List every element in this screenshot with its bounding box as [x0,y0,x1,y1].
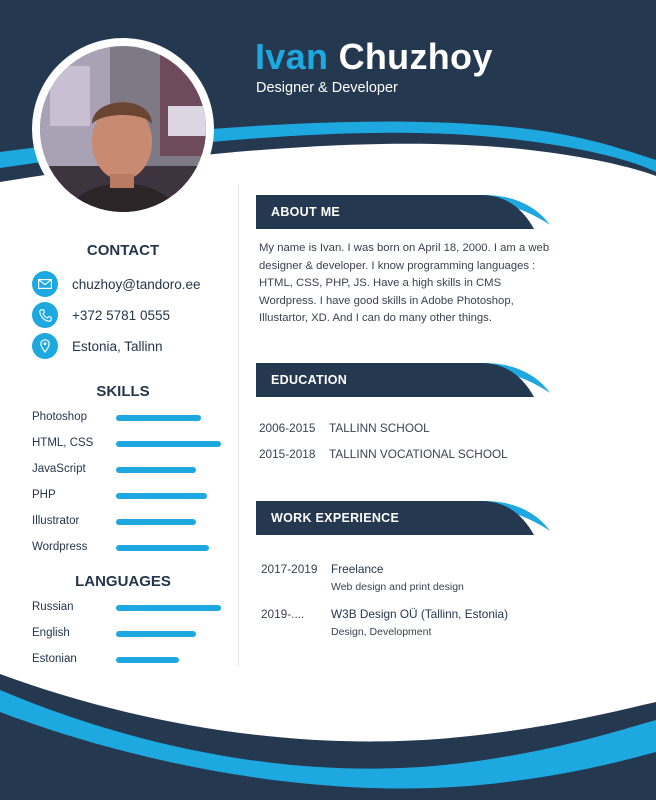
about-title: ABOUT ME [271,205,341,219]
education-school: TALLINN SCHOOL [329,421,430,435]
contact-email[interactable] [32,270,201,298]
work-years: 2019-.... [261,607,305,621]
phone-text: +372 5781 0555 [72,307,170,323]
language-level-bar [116,605,221,611]
work-position: W3B Design OÜ (Tallinn, Estonia) [331,607,509,621]
first-name: Ivan [255,36,329,77]
language-label: Russian [32,601,74,613]
skill-level-bar [116,519,196,525]
contact-title: CONTACT [86,242,160,259]
education-header [256,363,556,397]
email-text: chuzhoy@tandoro.ee [72,276,201,292]
column-divider [238,184,239,666]
skill-level-bar [116,467,196,473]
about-text: My name is Ivan. I was born on April 18, 2000. I am a web designer & developer. I know programming languages : HTML, CSS, PHP, JS. Have a high skills in CMS Wordpress. I have good skills in Adobe Photoshop, Illustartor, XD. And I can do many other things. [259,242,550,324]
skill-level-bar [116,415,201,421]
about-header [256,195,556,229]
work-header [256,501,556,535]
work-description: Web design and print design [331,581,464,593]
work-title: WORK EXPERIENCE [271,511,400,525]
language-level-bar [116,657,179,663]
education-years: 2015-2018 [259,447,316,461]
language-label: Estonian [32,653,77,665]
skill-label: HTML, CSS [32,437,94,449]
mail-icon [32,271,58,297]
skill-level-bar [116,545,209,551]
skill-label: Illustrator [32,515,80,527]
skill-label: Wordpress [32,541,88,553]
languages-title: LANGUAGES [75,573,171,590]
phone-icon [32,302,58,328]
skill-label: Photoshop [32,411,87,423]
location-pin-icon [32,333,58,359]
language-level-bar [116,631,196,637]
skill-level-bar [116,493,207,499]
person-name [255,36,493,78]
skill-label: PHP [32,489,56,501]
education-title: EDUCATION [271,373,348,387]
person-role: Designer & Developer [256,80,398,96]
education-years: 2006-2015 [259,421,316,435]
work-years: 2017-2019 [261,562,318,576]
location-text: Estonia, Tallinn [72,338,163,354]
skill-level-bar [116,441,221,447]
skills-title: SKILLS [96,383,150,400]
contact-phone[interactable] [32,301,170,329]
last-name: Chuzhoy [338,36,493,77]
avatar [40,46,206,212]
education-row [259,447,508,461]
work-position: Freelance [331,562,384,576]
skill-label: JavaScript [32,463,86,475]
language-label: English [32,627,70,639]
work-description: Design, Development [331,626,432,638]
contact-location [32,332,163,360]
education-school: TALLINN VOCATIONAL SCHOOL [329,447,508,461]
education-row [259,421,430,435]
